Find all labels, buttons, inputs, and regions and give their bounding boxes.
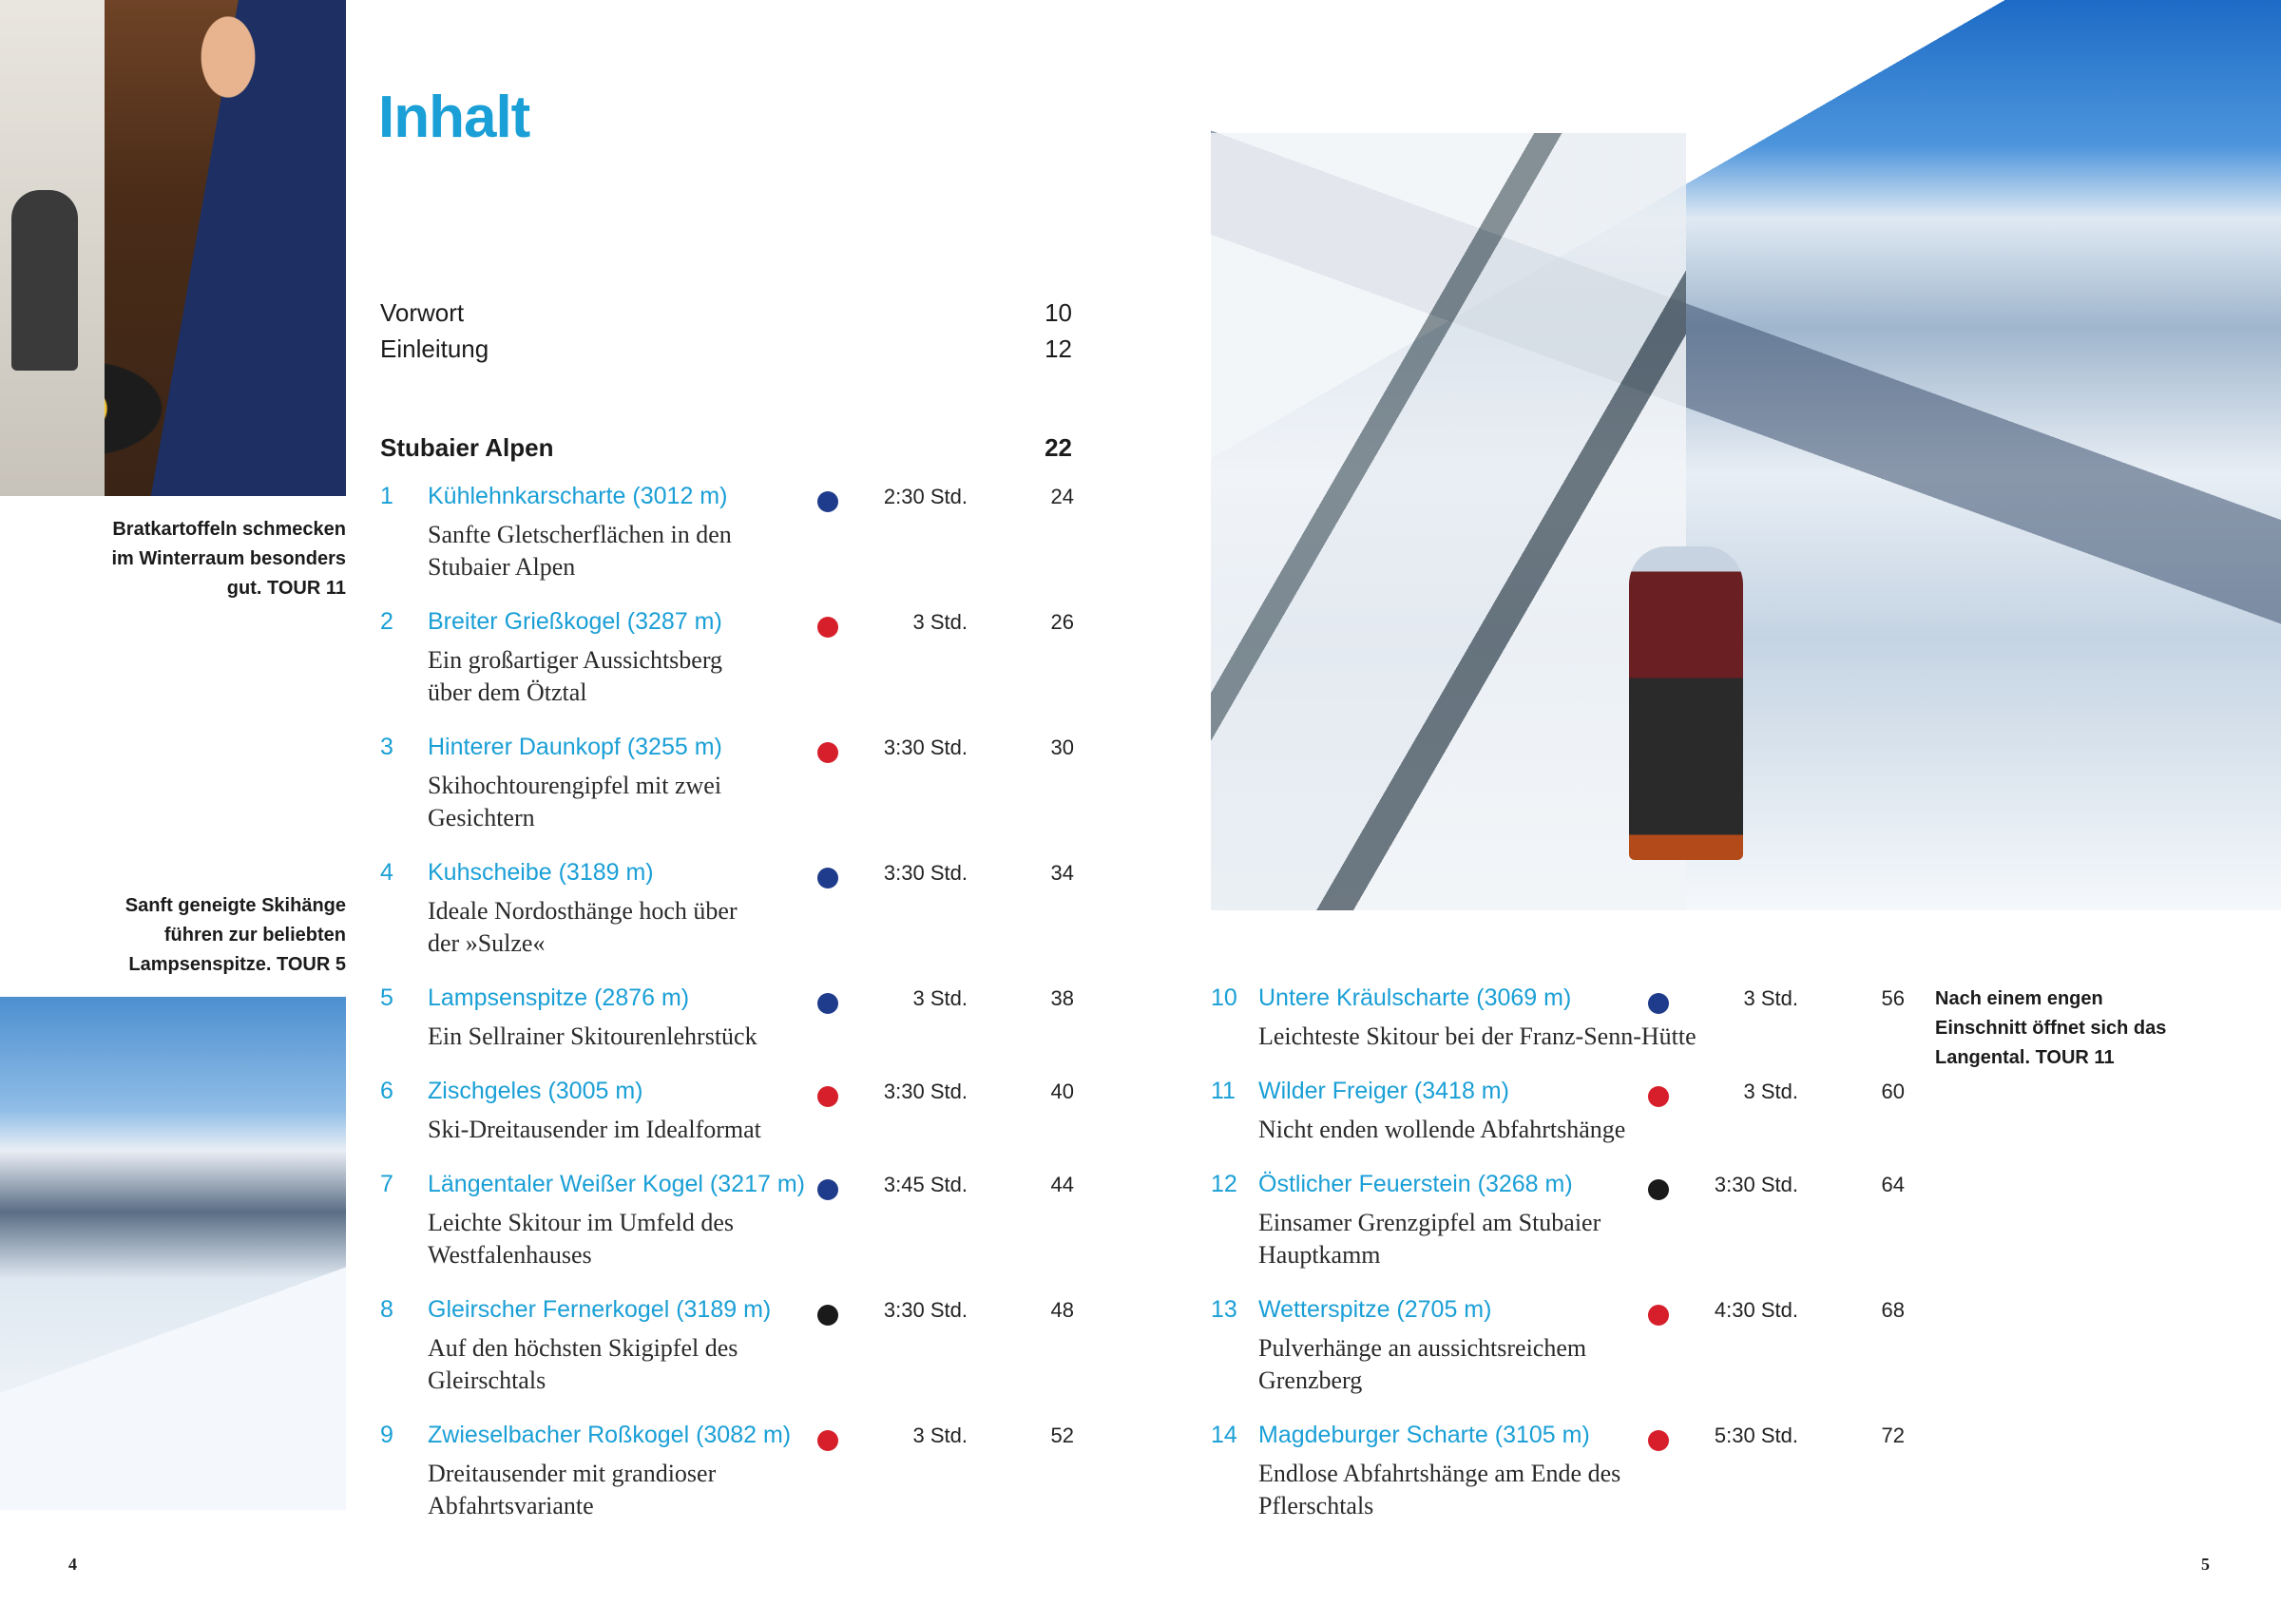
toc-row-vorwort[interactable] [380, 298, 1072, 333]
tour-number: 5 [380, 984, 393, 1011]
tour-description: Einsamer Grenzgipfel am Stubaier Hauptkamm [1258, 1209, 1601, 1269]
tour-page: 68 [1881, 1298, 1905, 1322]
tour-page: 48 [1050, 1298, 1074, 1322]
tour-entry[interactable] [380, 859, 1074, 973]
difficulty-dot-icon [817, 617, 838, 638]
photo-ski-tourers [0, 997, 346, 1510]
difficulty-dot-icon [817, 742, 838, 763]
difficulty-dot-icon [817, 868, 838, 888]
tour-page: 52 [1050, 1423, 1074, 1447]
tour-page: 24 [1050, 485, 1074, 508]
tour-number: 10 [1211, 984, 1237, 1011]
tour-duration: 3 Std. [912, 986, 968, 1010]
tour-duration: 3:30 Std. [883, 736, 968, 759]
tour-description: Nicht enden wollende Abfahrtshänge [1258, 1116, 1626, 1143]
tour-description: Ski-Dreitausender im Idealformat [428, 1116, 761, 1143]
tour-description: Sanfte Gletscherflächen in den Stubaier Alpen [428, 521, 732, 581]
tour-number: 2 [380, 608, 393, 635]
tour-duration: 3:45 Std. [883, 1173, 968, 1196]
tour-duration: 3:30 Std. [1714, 1173, 1798, 1196]
tour-description: Auf den höchsten Skigipfel des Gleirschtals [428, 1334, 738, 1394]
tour-number: 13 [1211, 1296, 1237, 1323]
tour-number: 7 [380, 1171, 393, 1197]
tour-entry[interactable] [1211, 1171, 1905, 1285]
tour-number: 12 [1211, 1171, 1237, 1197]
toc-title: Einleitung [380, 334, 489, 363]
difficulty-dot-icon [817, 1179, 838, 1200]
tour-page: 30 [1050, 736, 1074, 759]
tour-number: 11 [1211, 1078, 1236, 1104]
tour-duration: 3 Std. [912, 1423, 968, 1447]
tour-page: 44 [1050, 1173, 1074, 1196]
tour-description: Ein Sellrainer Skitourenlehrstück [428, 1022, 757, 1050]
page-number-right: 5 [2201, 1555, 2210, 1574]
tour-name: Wilder Freiger (3418 m) [1258, 1078, 1509, 1104]
photo-cooking-in-hut [0, 0, 346, 496]
toc-page: 10 [1045, 298, 1072, 327]
tour-entry[interactable] [380, 483, 1074, 597]
caption-cooking: Bratkartoffeln schmecken im Winterraum besonders gut. TOUR 11 [111, 519, 346, 599]
difficulty-dot-icon [1648, 993, 1669, 1014]
tour-duration: 2:30 Std. [883, 485, 968, 508]
tour-duration: 3 Std. [1743, 1079, 1798, 1103]
tour-description: Leichte Skitour im Umfeld des Westfalenhauses [428, 1209, 735, 1269]
tour-number: 4 [380, 859, 393, 886]
toc-title: Vorwort [380, 298, 465, 327]
tour-duration: 3 Std. [912, 610, 968, 634]
tour-name: Zischgeles (3005 m) [428, 1078, 643, 1104]
caption-skiers: Sanft geneigte Skihänge führen zur beliebten Lampsenspitze. TOUR 5 [125, 895, 346, 975]
difficulty-dot-icon [817, 993, 838, 1014]
tour-number: 8 [380, 1296, 393, 1323]
tour-description: Ideale Nordosthänge hoch über der »Sulze« [428, 897, 738, 957]
tour-name: Östlicher Feuerstein (3268 m) [1258, 1171, 1573, 1197]
tour-number: 1 [380, 483, 393, 509]
tour-description: Ein großartiger Aussichtsberg über dem Ötztal [428, 646, 723, 706]
tour-duration: 3:30 Std. [883, 861, 968, 885]
tour-entry[interactable] [1211, 1296, 1905, 1410]
tour-number: 9 [380, 1422, 393, 1448]
tour-duration: 3:30 Std. [883, 1298, 968, 1322]
tour-name: Wetterspitze (2705 m) [1258, 1296, 1492, 1323]
photo-ski-tourer-in-valley [1211, 0, 2281, 910]
difficulty-dot-icon [1648, 1179, 1669, 1200]
tour-name: Untere Kräulscharte (3069 m) [1258, 984, 1572, 1011]
tour-duration: 3:30 Std. [883, 1079, 968, 1103]
tour-page: 40 [1050, 1079, 1074, 1103]
tour-name: Kuhscheibe (3189 m) [428, 859, 654, 886]
tour-number: 3 [380, 734, 393, 760]
tour-description: Skihochtourengipfel mit zwei Gesichtern [428, 772, 722, 831]
tour-description: Pulverhänge an aussichtsreichem Grenzberg [1258, 1334, 1587, 1394]
tour-entry[interactable] [380, 608, 1074, 722]
difficulty-dot-icon [1648, 1430, 1669, 1451]
tour-name: Hinterer Daunkopf (3255 m) [428, 734, 722, 760]
tour-number: 6 [380, 1078, 393, 1104]
page-number-left: 4 [68, 1555, 77, 1574]
tour-entry[interactable] [380, 734, 1074, 848]
tour-description: Dreitausender mit grandioser Abfahrtsvariante [428, 1460, 717, 1519]
tour-name: Lampsenspitze (2876 m) [428, 984, 690, 1011]
tour-page: 60 [1881, 1079, 1905, 1103]
tour-duration: 5:30 Std. [1714, 1423, 1798, 1447]
section-page: 22 [1045, 433, 1072, 462]
tour-name: Magdeburger Scharte (3105 m) [1258, 1422, 1590, 1448]
tour-page: 72 [1881, 1423, 1905, 1447]
tour-name: Kühlehnkarscharte (3012 m) [428, 483, 728, 509]
tour-name: Breiter Grießkogel (3287 m) [428, 608, 722, 635]
tour-number: 14 [1211, 1422, 1237, 1448]
tour-name: Gleirscher Fernerkogel (3189 m) [428, 1296, 772, 1323]
tour-page: 64 [1881, 1173, 1905, 1196]
tour-entry[interactable] [380, 1171, 1074, 1285]
page-title: Inhalt [378, 85, 530, 150]
toc-row-einleitung[interactable] [380, 334, 1072, 369]
tour-entry[interactable] [380, 1422, 1074, 1536]
tour-entry[interactable] [380, 1296, 1074, 1410]
tour-name: Zwieselbacher Roßkogel (3082 m) [428, 1422, 792, 1448]
tour-description: Leichteste Skitour bei der Franz-Senn-Hütte [1258, 1022, 1696, 1050]
section-title: Stubaier Alpen [380, 433, 554, 462]
tour-entry[interactable] [1211, 1422, 1905, 1536]
tour-page: 26 [1050, 610, 1074, 634]
difficulty-dot-icon [817, 1086, 838, 1107]
tour-page: 56 [1881, 986, 1905, 1010]
difficulty-dot-icon [817, 491, 838, 512]
tour-duration: 3 Std. [1743, 986, 1798, 1010]
tour-description: Endlose Abfahrtshänge am Ende des Pflerschtals [1258, 1460, 1621, 1519]
difficulty-dot-icon [1648, 1305, 1669, 1326]
tour-duration: 4:30 Std. [1714, 1298, 1798, 1322]
difficulty-dot-icon [817, 1430, 838, 1451]
toc-page: 12 [1045, 334, 1072, 363]
tour-page: 34 [1050, 861, 1074, 885]
toc-section-stubaier-alpen[interactable] [380, 433, 1072, 468]
difficulty-dot-icon [817, 1305, 838, 1326]
caption-main-photo: Nach einem engen Einschnitt öffnet sich das Langental. TOUR 11 [1935, 988, 2167, 1068]
tour-name: Längentaler Weißer Kogel (3217 m) [428, 1171, 805, 1197]
difficulty-dot-icon [1648, 1086, 1669, 1107]
tour-page: 38 [1050, 986, 1074, 1010]
